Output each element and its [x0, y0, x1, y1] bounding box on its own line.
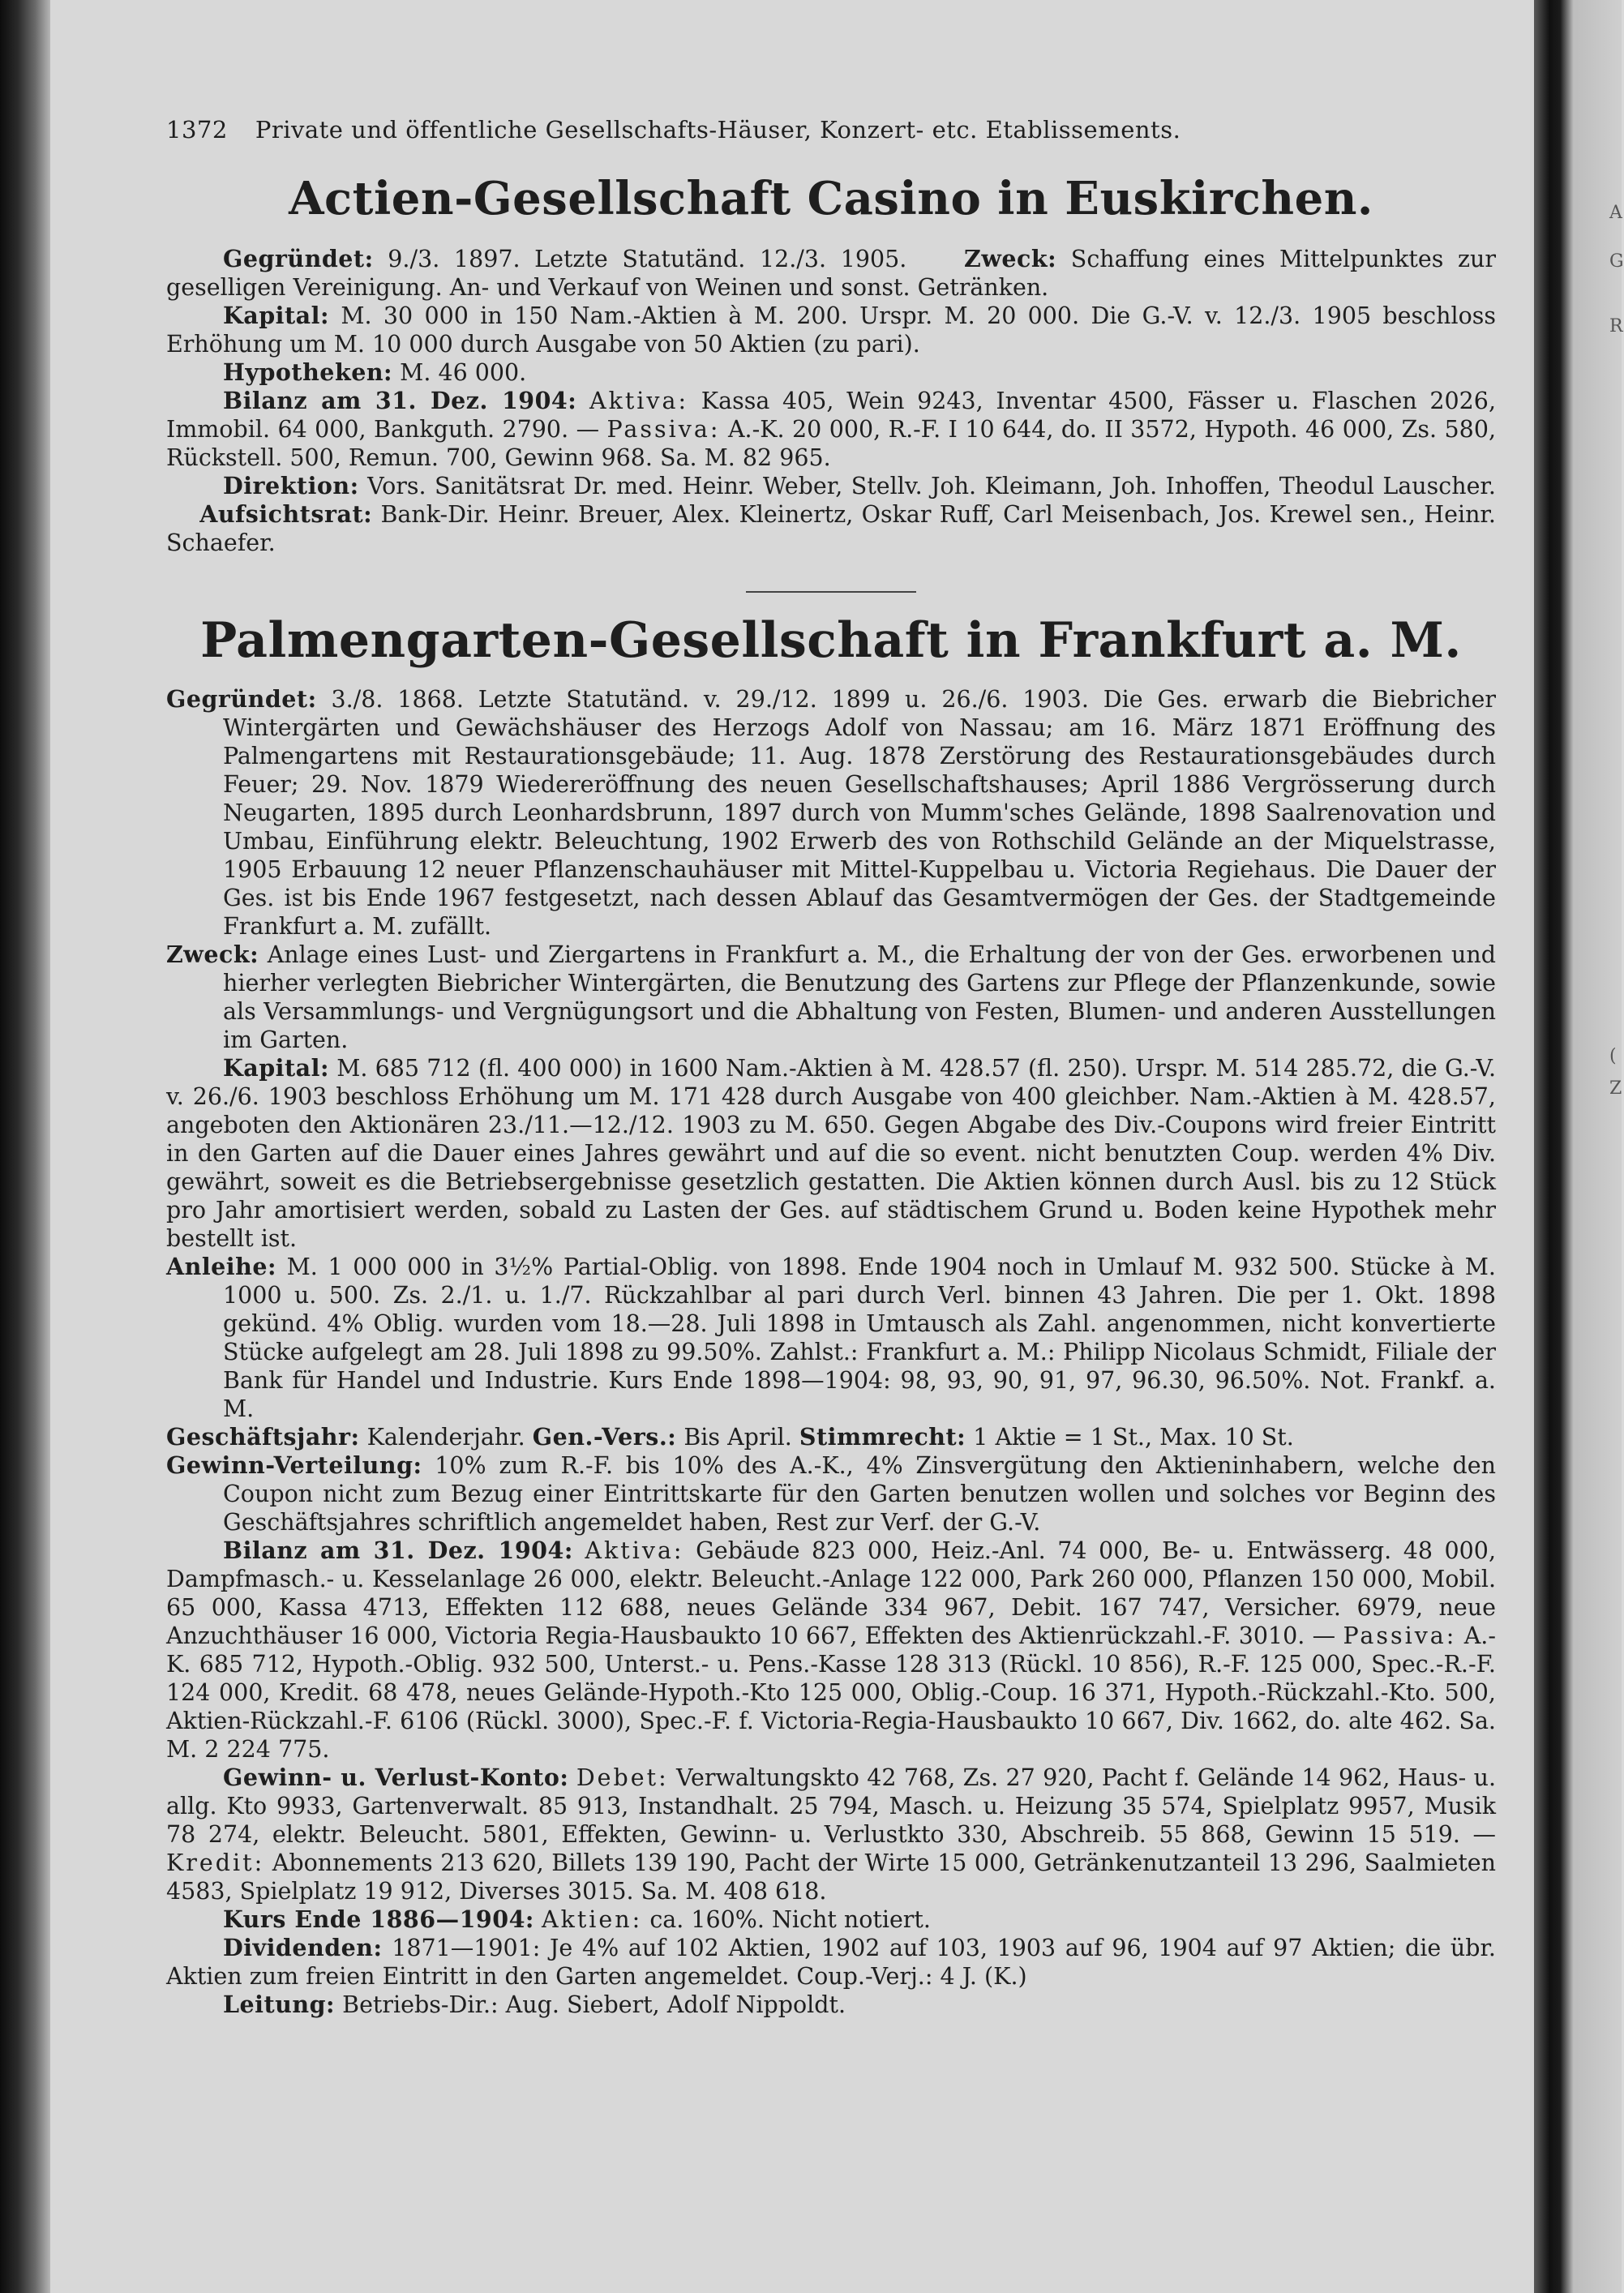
entry-text: Kalenderjahr.	[366, 1424, 525, 1451]
edge-letter: R	[1609, 316, 1623, 336]
edge-letter: G	[1609, 251, 1624, 272]
entry-label: Aufsichtsrat:	[199, 500, 373, 528]
bilanz-entry	[166, 1537, 1496, 1764]
debet-label: Debet:	[576, 1764, 669, 1791]
entry-label: Dividenden:	[223, 1934, 383, 1961]
entry-label: Bilanz am 31. Dez. 1904:	[223, 1537, 573, 1564]
entry-text: A.-K. 20 000, R.-F. I 10 644, do. II 3572, Hypoth. 46 000, Zs. 580, Rückstell. 500, Remun. 700, Gewinn 968. Sa. M. 82 965.	[166, 416, 1497, 471]
entry-text: Bis April.	[683, 1424, 792, 1451]
geschaeftsjahr-entry	[166, 1423, 1496, 1451]
section-title-casino: Actien-Gesellschaft Casino in Euskirchen.	[289, 172, 1373, 225]
anleihe-entry	[166, 1253, 1496, 1423]
entry-text: Betriebs-Dir.: Aug. Siebert, Adolf Nippoldt.	[342, 1991, 846, 2018]
bilanz-entry	[166, 387, 1496, 472]
entry-label: Direktion:	[223, 472, 359, 499]
entry-label: Zweck:	[964, 245, 1057, 272]
entry-text: M. 30 000 in 150 Nam.-Aktien à M. 200. Urspr. M. 20 000. Die G.-V. v. 12./3. 1905 beschloss Erhöhung um M. 10 000 durch Ausgabe von 50 Aktien (zu pari).	[166, 302, 1497, 358]
entry-text: Abonnements 213 620, Billets 139 190, Pacht der Wirte 15 000, Getränkenutzanteil 13 296, Saalmieten 4583, Spielplatz 19 912, Diverses 3015. Sa. M. 408 618.	[166, 1849, 1497, 1905]
hypotheken-entry	[166, 358, 1496, 387]
entry-label: Gen.-Vers.:	[532, 1423, 677, 1451]
adjacent-page-edge	[1534, 0, 1622, 2293]
entry-label: Gegründet:	[223, 245, 374, 272]
kapital-entry	[166, 302, 1496, 358]
entry-text: 1871—1901: Je 4% auf 102 Aktien, 1902 auf 103, 1903 auf 96, 1904 auf 97 Aktien; die übr. Aktien zum freien Eintritt in den Garten angemeldet. Coup.-Verj.: 4 J. (K.)	[166, 1935, 1496, 1990]
edge-letter: A	[1609, 203, 1622, 223]
direktion-entry	[166, 472, 1496, 557]
section-title-palmengarten: Palmengarten-Gesellschaft in Frankfurt a. M.	[200, 612, 1462, 669]
passiva-label: Passiva:	[606, 416, 721, 443]
page-number: 1372	[166, 116, 228, 144]
kurs-aktien-label: Aktien:	[542, 1906, 643, 1933]
entry-label: Anleihe:	[166, 1253, 276, 1280]
entry-label: Gegründet:	[166, 685, 317, 713]
entry-text: Anlage eines Lust- und Ziergartens in Frankfurt a. M., die Erhaltung der von der Ges. erworbenen und hierher verlegten Biebricher Wintergärten, die Benutzung des Gartens zur Pflege der Pflanzenkunde, sowie als Versammlungs- und Vergnügungsort und die Abhaltung von Festen, Blumen- und anderen Ausstellungen im Garten.	[223, 941, 1496, 1053]
section-divider	[746, 591, 916, 593]
entry-label: Geschäftsjahr:	[166, 1423, 360, 1451]
book-spine-shadow	[0, 0, 50, 2293]
entry-text: Schaffung eines Mittelpunktes zur geselligen Vereinigung. An- und Verkauf von Weinen und sonst. Getränken.	[166, 246, 1497, 301]
entry-label: Gewinn-Verteilung:	[166, 1451, 422, 1479]
leitung-entry	[166, 1991, 1496, 2019]
entry-text: Kassa 405, Wein 9243, Inventar 4500, Fässer u. Flaschen 2026, Immobil. 64 000, Bankguth. 2790. —	[166, 388, 1497, 443]
edge-letter: Z	[1609, 1078, 1622, 1099]
entry-text: 10% zum R.-F. bis 10% des A.-K., 4% Zinsvergütung den Aktieninhabern, welche den Coupon nicht zum Bezug einer Eintrittskarte für den Garten benutzen wollen und solches vor Beginn des Geschäftsjahres schriftlich angemeldet haben, Rest zur Verf. der G.-V.	[223, 1452, 1496, 1536]
kredit-label: Kredit:	[166, 1849, 265, 1876]
gegruendet-entry	[166, 685, 1496, 941]
entry-text: M. 1 000 000 in 3½% Partial-Oblig. von 1898. Ende 1904 noch in Umlauf M. 932 500. Stücke à M. 1000 u. 500. Zs. 2./1. u. 1./7. Rückzahlbar al pari durch Verl. binnen 43 Jahren. Die per 1. Okt. 1898 gekünd. 4% Oblig. wurden vom 18.—28. Juli 1898 in Umtausch als Zahl. angenommen, nicht konvertierte Stücke aufgelegt am 28. Juli 1898 zu 99.50%. Zahlst.: Frankfurt a. M.: Philipp Nicolaus Schmidt, Filiale der Bank für Handel und Industrie. Kurs Ende 1898—1904: 98, 93, 90, 91, 97, 96.30, 96.50%. Not. Frankf. a. M.	[223, 1254, 1496, 1422]
entry-text: A.-K. 685 712, Hypoth.-Oblig. 932 500, Unterst.- u. Pens.-Kasse 128 313 (Rückl. 10 856), R.-F. 125 000, Spec.-R.-F. 124 000, Kredit. 68 478, neues Gelände-Hypoth.-Kto 125 000, Oblig.-Coup. 16 371, Hypoth.-Rückzahl.-Kto. 500, Aktien-Rückzahl.-F. 6106 (Rückl. 3000), Spec.-F. f. Victoria-Regia-Hausbaukto 10 667, Div. 1662, do. alte 462. Sa. M. 2 224 775.	[166, 1622, 1496, 1763]
zweck-entry	[166, 941, 1496, 1054]
entry-label: Gewinn- u. Verlust-Konto:	[223, 1764, 569, 1791]
entry-label: Zweck:	[166, 941, 259, 968]
passiva-label: Passiva:	[1343, 1622, 1457, 1649]
entry-label: Kapital:	[223, 302, 329, 329]
gewinnverteilung-entry	[166, 1451, 1496, 1537]
entry-text: Vors. Sanitätsrat Dr. med. Heinr. Weber, Stellv. Joh. Kleimann, Joh. Inhoffen, Theodul Lauscher.	[367, 473, 1496, 499]
entry-label: Bilanz am 31. Dez. 1904:	[223, 387, 577, 414]
entry-text: ca. 160%. Nicht notiert.	[649, 1906, 931, 1933]
entry-text: 1 Aktie = 1 St., Max. 10 St.	[973, 1424, 1294, 1451]
entry-text: 3./8. 1868. Letzte Statutänd. v. 29./12. 1899 u. 26./6. 1903. Die Ges. erwarb die Biebricher Wintergärten und Gewächshäuser des Herzogs Adolf von Nassau; am 16. März 1871 Eröffnung des Palmengartens mit Restaurationsgebäude; 11. Aug. 1878 Zerstörung des Restaurationsgebäudes durch Feuer; 29. Nov. 1879 Wiedereröffnung des neuen Gesellschaftshauses; April 1886 Vergrösserung durch Neugarten, 1895 durch Leonhardsbrunn, 1897 durch von Mumm'sches Gelände, 1898 Saalrenovation und Umbau, Einführung elektr. Beleuchtung, 1902 Erwerb des von Rothschild Gelände an der Miquelstrasse, 1905 Erbauung 12 neuer Pflanzenschauhäuser mit Mittel-Kuppelbau u. Victoria Regiehaus. Die Dauer der Ges. ist bis Ende 1967 festgesetzt, nach dessen Ablauf das Gesamtvermögen der Ges. der Stadtgemeinde Frankfurt a. M. zufällt.	[223, 686, 1496, 940]
entry-label: Stimmrecht:	[799, 1423, 966, 1451]
entry-text: Bank-Dir. Heinr. Breuer, Alex. Kleinertz, Oskar Ruff, Carl Meisenbach, Jos. Krewel sen., Heinr. Schaefer.	[166, 501, 1496, 556]
aktiva-label: Aktiva:	[585, 1537, 684, 1564]
entry-text: M. 46 000.	[400, 359, 527, 386]
entry-label: Kapital:	[223, 1054, 329, 1082]
entry-text: 9./3. 1897. Letzte Statutänd. 12./3. 1905.	[388, 246, 907, 272]
entry-label: Hypotheken:	[223, 358, 393, 386]
running-header	[166, 105, 1496, 154]
guv-entry	[166, 1764, 1496, 1905]
aktiva-label: Aktiva:	[589, 388, 689, 414]
entry-text: Verwaltungskto 42 768, Zs. 27 920, Pacht f. Gelände 14 962, Haus- u. allg. Kto 9933, Gartenverwalt. 85 913, Instandhalt. 25 794, Masch. u. Heizung 35 574, Spielplatz 9957, Musik 78 274, elektr. Beleucht. 5801, Effekten, Gewinn- u. Verlustkto 330, Abschreib. 55 868, Gewinn 15 519. —	[166, 1764, 1497, 1848]
entry-text: Gebäude 823 000, Heiz.-Anl. 74 000, Be- u. Entwässerg. 48 000, Dampfmasch.- u. Kesselanlage 26 000, elektr. Beleucht.-Anlage 122 000, Park 260 000, Pflanzen 150 000, Mobil. 65 000, Kassa 4713, Effekten 112 688, neues Gelände 334 967, Debit. 167 747, Versicher. 6979, neue Anzuchthäuser 16 000, Victoria Regia-Hausbaukto 10 667, Effekten des Aktienrückzahl.-F. 3010. —	[166, 1537, 1496, 1649]
running-title: Private und öffentliche Gesellschafts-Häuser, Konzert- etc. Etablissements.	[255, 116, 1181, 144]
edge-letter: (	[1609, 1046, 1617, 1066]
entry-text: M. 685 712 (fl. 400 000) in 1600 Nam.-Aktien à M. 428.57 (fl. 250). Urspr. M. 514 285.72, die G.-V. v. 26./6. 1903 beschloss Erhöhung um M. 171 428 durch Ausgabe von 400 gleichber. Nam.-Aktien à M. 428.57, angeboten den Aktionären 23./11.—12./12. 1903 zu M. 650. Gegen Abgabe des Div.-Coupons wird freier Eintritt in den Garten auf die Dauer eines Jahres gewährt und auf die so event. nicht benutzten Coup. werden 4% Div. gewährt, soweit es die Betriebsergebnisse gesetzlich gestatten. Die Aktien können durch Ausl. bis zu 12 Stück pro Jahr amortisiert werden, sobald zu Lasten der Ges. auf städtischem Grund u. Boden keine Hypothek mehr bestellt ist.	[166, 1055, 1496, 1252]
page-content	[166, 105, 1496, 2019]
kurs-entry	[166, 1905, 1496, 1934]
entry-label: Kurs Ende 1886—1904:	[223, 1905, 534, 1933]
dividenden-entry	[166, 1934, 1496, 1991]
kapital-entry	[166, 1054, 1496, 1253]
entry-label: Leitung:	[223, 1991, 336, 2018]
gegruendet-entry	[166, 245, 1496, 302]
